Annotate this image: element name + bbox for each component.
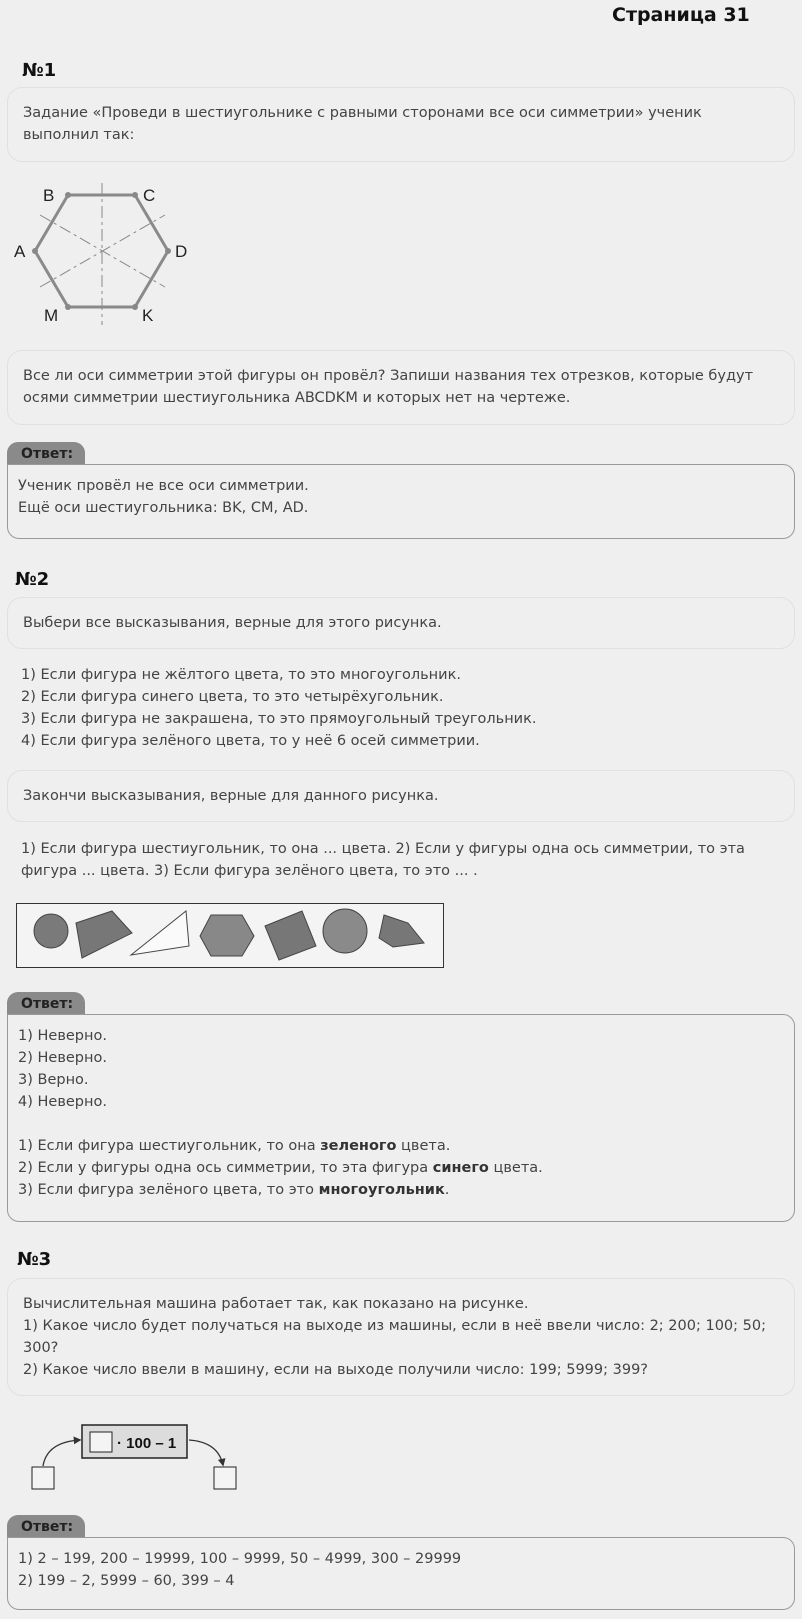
task-1-question-box — [7, 350, 795, 425]
prompt-line: 2) Какое число ввели в машину, если на выходе получили число: 199; 5999; 399? — [23, 1362, 649, 1378]
task-2-answer-box — [7, 1014, 795, 1222]
machine-input-slot — [90, 1432, 112, 1452]
answer-line: 3) Верно. — [18, 1072, 89, 1088]
task-1-answer-box — [7, 464, 795, 539]
large-circle-shape — [323, 909, 367, 953]
completion-line: 2) Если у фигуры одна ось симметрии, то эта фигура синего цвета. — [18, 1160, 543, 1176]
answer-line: 4) Неверно. — [18, 1094, 107, 1110]
prompt-line: 1) Какое число будет получаться на выходе из машины, если в неё ввели число: 2; 200; 100; 50; 300? — [23, 1318, 766, 1356]
machine-operation: · 100 – 1 — [117, 1435, 177, 1452]
task-3-number: №3 — [17, 1249, 52, 1270]
task-2-sentence: 1) Если фигура шестиугольник, то она ... цвета. 2) Если у фигуры одна ось симметрии, то эта фигура ... цвета. 3) Если фигура зелёного цвета, то это ... . — [21, 841, 745, 879]
answer-line: 2) Неверно. — [18, 1050, 107, 1066]
task-1-question: Все ли оси симметрии этой фигуры он провёл? Запиши названия тех отрезков, которые будут осями симметрии шестиугольника ABCDKM и которых нет на чертеже. — [23, 368, 754, 406]
task-1-number: №1 — [22, 60, 57, 81]
circle-shape — [34, 914, 68, 948]
shapes-figure — [16, 903, 445, 969]
vertex-label-a: A — [14, 242, 26, 261]
page-title: Страница 31 — [612, 4, 750, 26]
task-1-prompt-box — [7, 87, 795, 162]
output-arrow — [189, 1440, 223, 1465]
completion-line: 1) Если фигура шестиугольник, то она зеленого цвета. — [18, 1138, 451, 1154]
answer-line: 2) 199 – 2, 5999 – 60, 399 – 4 — [18, 1573, 235, 1589]
task-3-answer-box — [7, 1537, 795, 1610]
answer-line: Ученик провёл не все оси симметрии. — [18, 478, 309, 494]
task-1-prompt: Задание «Проведи в шестиугольнике с равными сторонами все оси симметрии» ученик выполнил так: — [23, 105, 702, 143]
vertex-label-b: B — [43, 186, 55, 205]
statement: 2) Если фигура синего цвета, то это четырёхугольник. — [21, 689, 444, 705]
machine-diagram — [25, 1418, 245, 1493]
output-box — [214, 1467, 236, 1489]
task-1-answer-label: Ответ: — [7, 442, 85, 464]
task-2-statements — [21, 664, 791, 752]
task-2-number: №2 — [15, 569, 50, 590]
statement: 4) Если фигура зелёного цвета, то у неё 6 осей симметрии. — [21, 733, 480, 749]
vertex-label-m: M — [44, 306, 59, 325]
vertex-label-c: C — [143, 186, 156, 205]
task-2-prompt2: Закончи высказывания, верные для данного рисунка. — [23, 788, 439, 804]
hexagon-shape — [200, 915, 254, 956]
task-3-answer-label: Ответ: — [7, 1515, 85, 1537]
prompt-line: Вычислительная машина работает так, как показано на рисунке. — [23, 1296, 529, 1312]
task-3-prompt-box — [7, 1278, 795, 1396]
statement: 3) Если фигура не закрашена, то это прямоугольный треугольник. — [21, 711, 537, 727]
task-2-prompt-box — [7, 597, 795, 649]
completion-line: 3) Если фигура зелёного цвета, то это многоугольник. — [18, 1182, 450, 1198]
statement: 1) Если фигура не жёлтого цвета, то это многоугольник. — [21, 667, 461, 683]
task-2-prompt: Выбери все высказывания, верные для этого рисунка. — [23, 615, 442, 631]
vertex-label-d: D — [175, 242, 188, 261]
hexagon-figure — [10, 175, 200, 330]
input-arrow — [43, 1440, 80, 1466]
answer-line: 1) 2 – 199, 200 – 19999, 100 – 9999, 50 – 4999, 300 – 29999 — [18, 1551, 462, 1567]
answer-line: Ещё оси шестиугольника: BK, CM, AD. — [18, 500, 309, 516]
task-2-prompt2-box — [7, 770, 795, 822]
answer-line: 1) Неверно. — [18, 1028, 107, 1044]
task-2-answer-label: Ответ: — [7, 992, 85, 1014]
vertex-label-k: K — [142, 306, 154, 325]
input-box — [32, 1467, 54, 1489]
